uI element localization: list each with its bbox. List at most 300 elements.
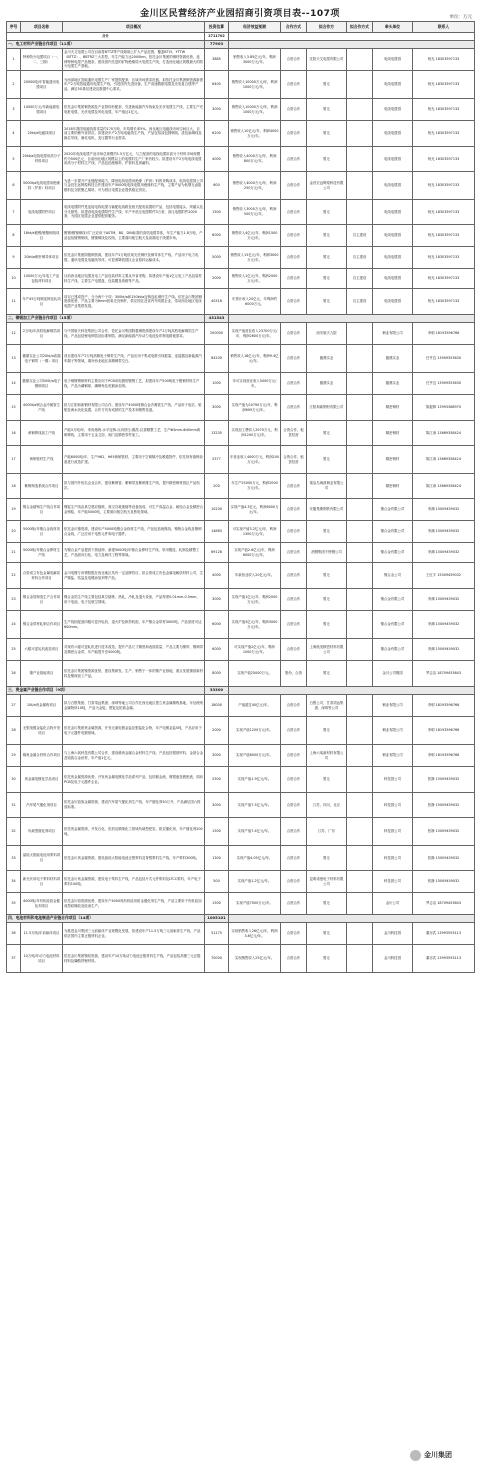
- contact-person: 杨光 18303597133: [413, 172, 475, 200]
- row-number: 27: [7, 695, 21, 717]
- project-name: 11.5万吨/年前驱体项目: [21, 923, 63, 945]
- header-cell: 拟合作方式: [347, 22, 373, 33]
- section-amount: 77903: [205, 41, 229, 49]
- lead-unit: 镍合金有限公司: [373, 589, 413, 611]
- table-row: [7, 49, 475, 71]
- investment-amount: 10200: [205, 499, 229, 521]
- cooperation-mode: 合资合作: [281, 818, 307, 846]
- cooperation-mode: 合资合作: [281, 945, 307, 973]
- proposed-partner: 暂无: [307, 767, 347, 793]
- row-number: 30: [7, 767, 21, 793]
- table-row: [7, 395, 475, 421]
- project-description: 依托金川铂族金属资源，建设汽车尾气催化剂生产线，年产催化剂50万升，产品满足国六排放标准。: [63, 793, 205, 818]
- section-row: [7, 915, 475, 923]
- proposed-mode: [347, 323, 373, 345]
- contact-person: 李渊 15009459032: [413, 521, 475, 543]
- investment-amount: 1500: [205, 893, 229, 915]
- lead-unit: 金川科技园: [373, 945, 413, 973]
- contact-person: 李渊 15009459032: [413, 639, 475, 661]
- contact-person: 张静 15009459032: [413, 871, 475, 893]
- contact-person: 杨光 18303597133: [413, 289, 475, 315]
- project-description: 依托金川贵金属资源，建设晶硅太阳能电池正银浆料及背银浆料生产线，年产浆料300吨。: [63, 846, 205, 871]
- benefit-forecast: 实现产值为20790万元/年，利润609万元/年。: [229, 395, 281, 421]
- row-number: 29: [7, 745, 21, 767]
- cooperation-mode: 合资合作: [281, 345, 307, 373]
- contact-person: 张静 15009459032: [413, 767, 475, 793]
- cooperation-mode: 合资合作: [281, 474, 307, 499]
- benefit-forecast: 可实现产值2亿元/年，利润1000万元/年。: [229, 639, 281, 661]
- cooperation-mode: 合资合作: [281, 611, 307, 639]
- investment-amount: 2577: [205, 446, 229, 474]
- table-row: [7, 474, 475, 499]
- lead-unit: 科技园公司: [373, 793, 413, 818]
- table-row: [7, 373, 475, 395]
- investment-amount: 6000: [205, 225, 229, 247]
- proposed-mode: 自主建设: [347, 247, 373, 269]
- row-number: 31: [7, 793, 21, 818]
- project-name: 贵金属电镀化学品项目: [21, 767, 63, 793]
- lead-unit: 铜业有限公司: [373, 717, 413, 745]
- benefit-forecast: 年营业收入4000万元，利润200万元/年。: [229, 446, 281, 474]
- project-description: 项目已建成投产，分为两个子项：300kt/a和150kt/a连铸连轧铜杆生产线。依托金川集团铜资源优势，产品主要为8mm低氧光亮铜杆，供应园区及省内外线缆企业，带动西北地区电线电缆产业集群发展。: [63, 289, 205, 315]
- lead-unit: 电线电缆园: [373, 121, 413, 147]
- table-row: [7, 247, 475, 269]
- benefit-forecast: 产值超过40亿元/年。: [229, 695, 281, 717]
- contact-person: 董亦武 13993593113: [413, 945, 475, 973]
- project-description: 依托贵金属资源，开发石化、医药及精细化工领域负载型钯炭、铂炭催化剂，年产催化剂200吨。: [63, 818, 205, 846]
- unit-label: 单位：万元: [449, 15, 472, 20]
- proposed-partner: 酒钢集团不锈钢公司: [307, 543, 347, 563]
- table-row: [7, 200, 475, 225]
- project-description: 依托金川集团镍资源优势，建设集研发、生产、销售于一体的镍产业基地，重点发展镍基新材料及镍深加工产品。: [63, 661, 205, 687]
- proposed-partner: 昆明诺曼电子材料有限公司: [307, 871, 347, 893]
- project-description: 镀锡/镀镍铜线可广泛应用于ASTM、BS、DIN标准的高档电缆导体，年生产能力1.8万吨，产品包括镀锡铜线、镀镍铜线及绞线，主要面向航空航天及高端电子线缆市场。: [63, 225, 205, 247]
- table-body: [7, 33, 475, 973]
- investment-amount: 200000: [205, 323, 229, 345]
- proposed-mode: [347, 793, 373, 818]
- proposed-mode: 自主建设: [347, 289, 373, 315]
- project-name: 10万吨/年动力电池材料项目: [21, 945, 63, 973]
- investment-amount: 3000: [205, 589, 229, 611]
- lead-unit: 金川科技园: [373, 923, 413, 945]
- lead-unit: 精密铜材: [373, 421, 413, 446]
- benefit-forecast: 实现产值7.4亿元/年。: [229, 818, 281, 846]
- proposed-mode: [347, 661, 373, 687]
- contact-person: 杨光 18303597133: [413, 200, 475, 225]
- proposed-mode: [347, 49, 373, 71]
- benefit-forecast: 实现产值1亿元/年，利润2000万元/年。: [229, 589, 281, 611]
- cooperation-mode: 合资合作: [281, 589, 307, 611]
- benefit-forecast: 销售收入3.85亿元/年，利润3000万元/年。: [229, 49, 281, 71]
- cooperation-mode: 合资合作: [281, 147, 307, 172]
- proposed-mode: 自主建设: [347, 225, 373, 247]
- table-row: [7, 499, 475, 521]
- contact-person: 李渊 15009459032: [413, 589, 475, 611]
- contact-person: 李渊 15009459032: [413, 543, 475, 563]
- proposed-mode: [347, 71, 373, 99]
- lead-unit: 电线电缆园: [373, 99, 413, 121]
- cooperation-mode: 合资合作: [281, 289, 307, 315]
- project-description: 为进一步提升产业链配套能力，降低电线电缆用绝缘（护套）料的采购成本，电线电缆园公司与金昌宏远辉煌科技合作建设年产5000吨电线电缆用绝缘料生产线，主要产品为低烟无卤阻燃料及交联聚乙烯料，可为园区电缆企业提供稳定供应。: [63, 172, 205, 200]
- proposed-mode: [347, 611, 373, 639]
- proposed-partner: 暂无: [307, 99, 347, 121]
- investment-amount: 8000: [205, 661, 229, 687]
- investment-amount: 13235: [205, 421, 229, 446]
- table-row: [7, 589, 475, 611]
- lead-unit: 镍合金有限公司: [373, 639, 413, 661]
- project-name: 负载型催化剂项目: [21, 818, 63, 846]
- contact-person: 李明 18193596766: [413, 717, 475, 745]
- header-cell: 拟合作方: [307, 22, 347, 33]
- table-row: [7, 661, 475, 687]
- lead-unit: 电线电缆园: [373, 289, 413, 315]
- benefit-forecast: 实现产值6000万元/年。: [229, 745, 281, 767]
- lead-unit: 电线电缆园: [373, 247, 413, 269]
- investment-amount: 84200: [205, 345, 229, 373]
- proposed-mode: [347, 818, 373, 846]
- lead-unit: 科技园公司: [373, 818, 413, 846]
- section-title: 二、铜银加工产业链合作项目（15项）: [7, 315, 205, 323]
- project-name: 镍合金带材轧制合作项目: [21, 611, 63, 639]
- contact-person: 杨光 18303597133: [413, 49, 475, 71]
- investment-amount: 500: [205, 871, 229, 893]
- row-number: 37: [7, 945, 21, 973]
- benefit-forecast: 实现产值7.5亿元/年。: [229, 793, 281, 818]
- row-number: 34: [7, 871, 21, 893]
- proposed-mode: [347, 893, 373, 915]
- investment-amount: 3000: [205, 793, 229, 818]
- proposed-mode: [347, 395, 373, 421]
- investment-amount: 4000: [205, 563, 229, 589]
- project-name: 六辊可逆轧机改造项目: [21, 639, 63, 661]
- contact-person: 李渊 15009459032: [413, 611, 475, 639]
- proposed-mode: [347, 200, 373, 225]
- investment-amount: 1500: [205, 818, 229, 846]
- proposed-partner: 暂无: [307, 661, 347, 687]
- project-description: 产能3万吨/年，采用熔炼-水平连铸-反向挤压-酸洗-拉拔精整工艺，生产Φ5mm-Φ40mm黄铜棒线，主要用于五金卫浴、阀门及精密零件加工。: [63, 421, 205, 446]
- lead-unit: 镍合金有限公司: [373, 521, 413, 543]
- contact-person: 张静 15009459032: [413, 793, 475, 818]
- cooperation-mode: 股份、合资: [281, 661, 307, 687]
- table-row: [7, 871, 475, 893]
- proposed-mode: [347, 589, 373, 611]
- contact-person: 陈江涛 13669358424: [413, 446, 475, 474]
- section-title: 四、电池材料和电池制造产业链合作项目（14项）: [7, 915, 205, 923]
- proposed-partner: 暂无: [307, 269, 347, 289]
- benefit-forecast: 实现产值1.9亿元/年。: [229, 767, 281, 793]
- contact-person: 张静 15009459032: [413, 846, 475, 871]
- cooperation-mode: 合资合作: [281, 71, 307, 99]
- project-description: 生产线拟配备四辊可逆冷轧机、退火炉及纵剪机组，年产镍合金带材3000吨，产品宽度可达600mm。: [63, 611, 205, 639]
- project-description: 依托金川集团铜资源及产业园现有配套，引进新能源汽车线束及光伏电缆生产线，主要生产充电桩电缆、光伏电缆及风电电缆，年产值达1亿元。: [63, 99, 205, 121]
- proposed-partner: 上海航发精密材料有限公司: [307, 639, 347, 661]
- row-number: 26: [7, 661, 21, 687]
- benefit-forecast: 实现加工费收入2970万元，利润1200万元/年。: [229, 421, 281, 446]
- header-cell: 牵头单位: [373, 22, 413, 33]
- cooperation-mode: 合资合作: [281, 99, 307, 121]
- lead-unit: 电线电缆园: [373, 49, 413, 71]
- contact-person: 陈江涛 13669358424: [413, 421, 475, 446]
- proposed-mode: [347, 499, 373, 521]
- lead-unit: 镍合金有限公司: [373, 499, 413, 521]
- proposed-partner: 暂无: [307, 289, 347, 315]
- benefit-forecast: 年预计收入20亿元，年利润约6000万元。: [229, 289, 281, 315]
- cooperation-mode: 合资合作、租赁经营: [281, 421, 307, 446]
- lead-unit: 精密铜材: [373, 395, 413, 421]
- benefit-forecast: 销售收入15亿元/年，利润3000万元/年。: [229, 247, 281, 269]
- proposed-mode: [347, 446, 373, 474]
- benefit-forecast: 销售收入3000万元/年，利润500万元/年。: [229, 200, 281, 225]
- project-name: 5000吨/年镍合金棒材生产线: [21, 543, 63, 563]
- table-row: [7, 147, 475, 172]
- lead-unit: 科技园公司: [373, 846, 413, 871]
- project-name: 黄铜棒线加工产线: [21, 421, 63, 446]
- proposed-mode: 自主建设: [347, 269, 373, 289]
- proposed-partner: 江阳和新钢材有限公司: [307, 395, 347, 421]
- table-row: [7, 893, 475, 915]
- proposed-partner: 徽鼎实业: [307, 345, 347, 373]
- proposed-partner: 暂无: [307, 923, 347, 945]
- project-name: 镍合金箔制造生产合作项目: [21, 589, 63, 611]
- investment-amount: 1300: [205, 846, 229, 871]
- contact-person: 李明 18193596766: [413, 323, 475, 345]
- header-cell: 项目概况: [63, 22, 205, 33]
- benefit-forecast: 可实现产值3.2亿元/年，利润1300万元/年。: [229, 521, 281, 543]
- project-description: 2020年电线电缆产品市场总规模约1.5万亿元，与之配套的电线电缆用高分子材料市场规模约为500亿元，目前西北地区规模以上的电缆料生产厂家仍较少。拟建设年产2万吨电线电缆用高分子材料生产线，产品包括绝缘料、护套料及屏蔽料。: [63, 147, 205, 172]
- cooperation-mode: 合资合作: [281, 49, 307, 71]
- proposed-mode: [347, 871, 373, 893]
- table-row: [7, 611, 475, 639]
- project-name: 20kt/a电磁线项目: [21, 121, 63, 147]
- lead-unit: 电线电缆园: [373, 172, 413, 200]
- lead-unit: 徽鼎实业: [373, 373, 413, 395]
- proposed-partner: 江苏、四川、北京: [307, 793, 347, 818]
- table-row: [7, 767, 475, 793]
- project-description: 电线电缆附件是连接电线电缆与输配电线路及相关配电装置的产品，包括电缆接头、终端头及分支箱等。拟建设电线电缆附件生产线，年产中低压电缆附件3万套，高压电缆附件2000套，为园区电缆企业提供配套服务。: [63, 200, 205, 225]
- section-row: [7, 41, 475, 49]
- cooperation-mode: 合资合作: [281, 893, 307, 915]
- table-row: [7, 71, 475, 99]
- lead-unit: 铜业有限公司: [373, 323, 413, 345]
- investment-amount: 1500: [205, 200, 229, 225]
- proposed-partner: 暂无: [307, 521, 347, 543]
- project-name: 10000万元/年新能源电缆项目: [21, 99, 63, 121]
- contact-person: 杨光 18303597133: [413, 225, 475, 247]
- row-number: 25: [7, 639, 21, 661]
- project-description: 镍合金箔生产线主要包括真空熔炼、热轧、冷轧及退火设备，产品厚度0.01mm-0.5mm，用于电池、电子及航空领域。: [63, 589, 205, 611]
- lead-unit: 科技园公司: [373, 871, 413, 893]
- proposed-mode: [347, 945, 373, 973]
- row-number: 1: [7, 49, 21, 71]
- benefit-forecast: 实现产值1200万元/年。: [229, 717, 281, 745]
- section-row: [7, 315, 475, 323]
- investment-amount: 2500: [205, 767, 229, 793]
- cooperation-mode: 合资合作、租赁经营: [281, 446, 307, 474]
- row-number: 19: [7, 499, 21, 521]
- row-number: 36: [7, 923, 21, 945]
- investment-amount: 6200: [205, 121, 229, 147]
- section-title: 三、贵金属产业链合作项目（9项）: [7, 687, 205, 695]
- investment-amount: 600: [205, 172, 229, 200]
- benefit-forecast: 实现产值营业收入23700万元/年，利润2600万元/年。: [229, 323, 281, 345]
- project-name: 晶硅太阳能电池用浆料项目: [21, 846, 63, 871]
- contact-person: 杨光 18303597133: [413, 247, 475, 269]
- project-table: [6, 21, 475, 973]
- table-row: [7, 639, 475, 661]
- investment-amount: 40318: [205, 289, 229, 315]
- table-row: [7, 323, 475, 345]
- lead-unit: 电线电缆园: [373, 200, 413, 225]
- proposed-partner: 徽鼎实业: [307, 373, 347, 395]
- project-name: 稀贵金属合材料合作项目: [21, 745, 63, 767]
- project-description: 拟与国内外知名企业合作，建设紫铜管、紫铜带及紫铜排生产线，提升精密铜材园区产品档次。: [63, 474, 205, 499]
- section-amount: 1005101: [205, 915, 229, 923]
- investment-amount: 3885: [205, 49, 229, 71]
- investment-amount: 18000: [205, 695, 229, 717]
- table-row: [7, 717, 475, 745]
- cooperation-mode: 合资合作: [281, 200, 307, 225]
- cooperation-mode: 合资合作: [281, 172, 307, 200]
- header-cell: 经济效益预测: [229, 22, 281, 33]
- table-row: [7, 421, 475, 446]
- investment-amount: 3000: [205, 745, 229, 767]
- project-description: 镍锭生产线由真空感应熔炼、真空自耗重熔等设备组成，可生产高温合金、耐蚀合金及精密合金铸锭，年产能5000吨，主要面向航空航天及核电领域。: [63, 499, 205, 521]
- benefit-forecast: 实现产值4.3亿元，利润6000万元/年。: [229, 499, 281, 521]
- table-row: [7, 563, 475, 589]
- header-cell: 合作方式: [281, 22, 307, 33]
- contact-person: 杨光 18303597133: [413, 121, 475, 147]
- table-row: [7, 695, 475, 717]
- header-cell: 项目名称: [21, 22, 63, 33]
- contact-person: 杨光 18303597133: [413, 71, 475, 99]
- proposed-mode: [347, 421, 373, 446]
- cooperation-mode: 合资合作: [281, 639, 307, 661]
- proposed-mode: [347, 147, 373, 172]
- row-number: 21: [7, 543, 21, 563]
- row-number: 15: [7, 395, 21, 421]
- project-name: 徽鼎实业公司500t/a电子镀铜项目: [21, 373, 63, 395]
- investment-amount: 6000: [205, 639, 229, 661]
- project-name: 徽鼎实业公司20kt/a高端电子铜带（一期）项目: [21, 345, 63, 373]
- proposed-partner: 白银公司、甘肃靖远集团、深圳等公司: [307, 695, 347, 717]
- proposed-partner: 暂无: [307, 846, 347, 871]
- table-row: [7, 172, 475, 200]
- table-row: [7, 225, 475, 247]
- project-description: 与上海六氧科技有限公司合作，建设稀贵金属合金材料生产线，产品包括银基钎料、金基合金及铂族合金丝材，年产值1亿元。: [63, 745, 205, 767]
- section-title: 一、电工材料产业链合作项目（11项）: [7, 41, 205, 49]
- lead-unit: 电线电缆园: [373, 225, 413, 247]
- contact-person: 杨光 18303597133: [413, 147, 475, 172]
- proposed-partner: 安徽集斯钢铁有限公司: [307, 499, 347, 521]
- cooperation-mode: 合资合作: [281, 871, 307, 893]
- benefit-forecast: 年新营业收入20亿元/年。: [229, 563, 281, 589]
- lead-unit: 精密铜材: [373, 446, 413, 474]
- project-name: 无银电镀金盐化合物开发项目: [21, 717, 63, 745]
- project-description: 拟与江阳和新钢材有限公司合作，建设年产4000吨铜合金冷凝管生产线，产品用于电站、船舶及海水淡化装置，合作方具有成熟的生产技术和销售渠道。: [63, 395, 205, 421]
- cooperation-mode: 合资合作: [281, 373, 307, 395]
- proposed-partner: 暂无: [307, 421, 347, 446]
- table-row: [7, 121, 475, 147]
- lead-unit: 电线电缆园: [373, 269, 413, 289]
- lead-unit: 金川公司: [373, 893, 413, 915]
- section-amount: 33300: [205, 687, 229, 695]
- lead-unit: 镍合金有限公司: [373, 611, 413, 639]
- row-number: 13: [7, 345, 21, 373]
- cooperation-mode: 合资合作: [281, 543, 307, 563]
- proposed-partner: 上海六氧新材料有限公司: [307, 745, 347, 767]
- lead-unit: 电线电缆园: [373, 71, 413, 99]
- header-row: [7, 22, 475, 33]
- cooperation-mode: 合资合作: [281, 695, 307, 717]
- investment-amount: 6400: [205, 71, 229, 99]
- proposed-partner: 西安航天九院: [307, 323, 347, 345]
- row-number: 14: [7, 373, 21, 395]
- row-number: 20: [7, 521, 21, 543]
- proposed-partner: 暂无: [307, 611, 347, 639]
- lead-unit: 镍合金公司: [373, 563, 413, 589]
- investment-amount: 3000: [205, 395, 229, 421]
- table-row: [7, 521, 475, 543]
- benefit-forecast: 实现销售收入25亿元/年。: [229, 945, 281, 973]
- project-description: 产能6000吨/年，生产H62、H65黄铜管材，主要用于空调制冷及暖通管件，依托现有熔铸设备进行改造扩建。: [63, 446, 205, 474]
- project-description: 与中国航天科技集团公司合作，依托金川集团阴极铜资源建设年产2万吨高档电解铜箔生产线，产品包括锂电铜箔及标准铜箔，满足新能源汽车动力电池及印制电路板需求。: [63, 323, 205, 345]
- contact-person: 罗志洁 18709453643: [413, 893, 475, 915]
- contact-person: 李明 18193596766: [413, 745, 475, 767]
- project-name: 4000t/a铜合金冷凝管生产线: [21, 395, 63, 421]
- table-row: [7, 289, 475, 315]
- project-name: 黄铜管材生产线: [21, 446, 63, 474]
- proposed-mode: [347, 521, 373, 543]
- proposed-mode: [347, 474, 373, 499]
- contact-person: 杨光 18303597133: [413, 99, 475, 121]
- table-row: [7, 269, 475, 289]
- row-number: 3: [7, 99, 21, 121]
- row-number: 17: [7, 446, 21, 474]
- document-title: 金川区民营经济产业园招商引资项目表--107项: [140, 9, 340, 19]
- table-row: [7, 923, 475, 945]
- benefit-forecast: 销售收入4亿元/年，利润1500万元/年。: [229, 225, 281, 247]
- project-name: 20000吨/年智能通讯电缆项目: [21, 71, 63, 99]
- project-name: 20kt/a铜杆铜导体项目: [21, 247, 63, 269]
- project-name: 5000t/a电线电缆用绝缘料（护套）料项目: [21, 172, 63, 200]
- proposed-partner: 暂无: [307, 200, 347, 225]
- investment-amount: 69128: [205, 543, 229, 563]
- proposed-partner: 暂无: [307, 71, 347, 99]
- lead-unit: 电线电缆园: [373, 147, 413, 172]
- proposed-mode: [347, 373, 373, 395]
- row-number: 2: [7, 71, 21, 99]
- proposed-mode: [347, 923, 373, 945]
- row-number: 5: [7, 147, 21, 172]
- table-row: [7, 793, 475, 818]
- row-number: 35: [7, 893, 21, 915]
- header-cell: 联系人: [413, 22, 475, 33]
- cooperation-mode: 合资合作: [281, 395, 307, 421]
- section-blank: [229, 915, 475, 923]
- benefit-forecast: 实现产值4.05亿元/年。: [229, 846, 281, 871]
- benefit-forecast: 年可实现营业收入5000万元/年。: [229, 373, 281, 395]
- investment-amount: 4000: [205, 147, 229, 172]
- row-number: 18: [7, 474, 21, 499]
- benefit-forecast: 实现产值3亿元/年，利润3000万元/年。: [229, 611, 281, 639]
- lead-unit: 铜业有限公司: [373, 745, 413, 767]
- row-number: 9: [7, 247, 21, 269]
- row-number: 4: [7, 121, 21, 147]
- row-number: 6: [7, 172, 21, 200]
- project-description: 依托金川集团镍钴资源，建设年产10万吨动力电池正极材料生产线，产品包括高镍三元正极材料及磷酸铁锂材料。: [63, 945, 205, 973]
- project-name: 2万吨/年高档电解铜箔项目: [21, 323, 63, 345]
- row-number: 10: [7, 269, 21, 289]
